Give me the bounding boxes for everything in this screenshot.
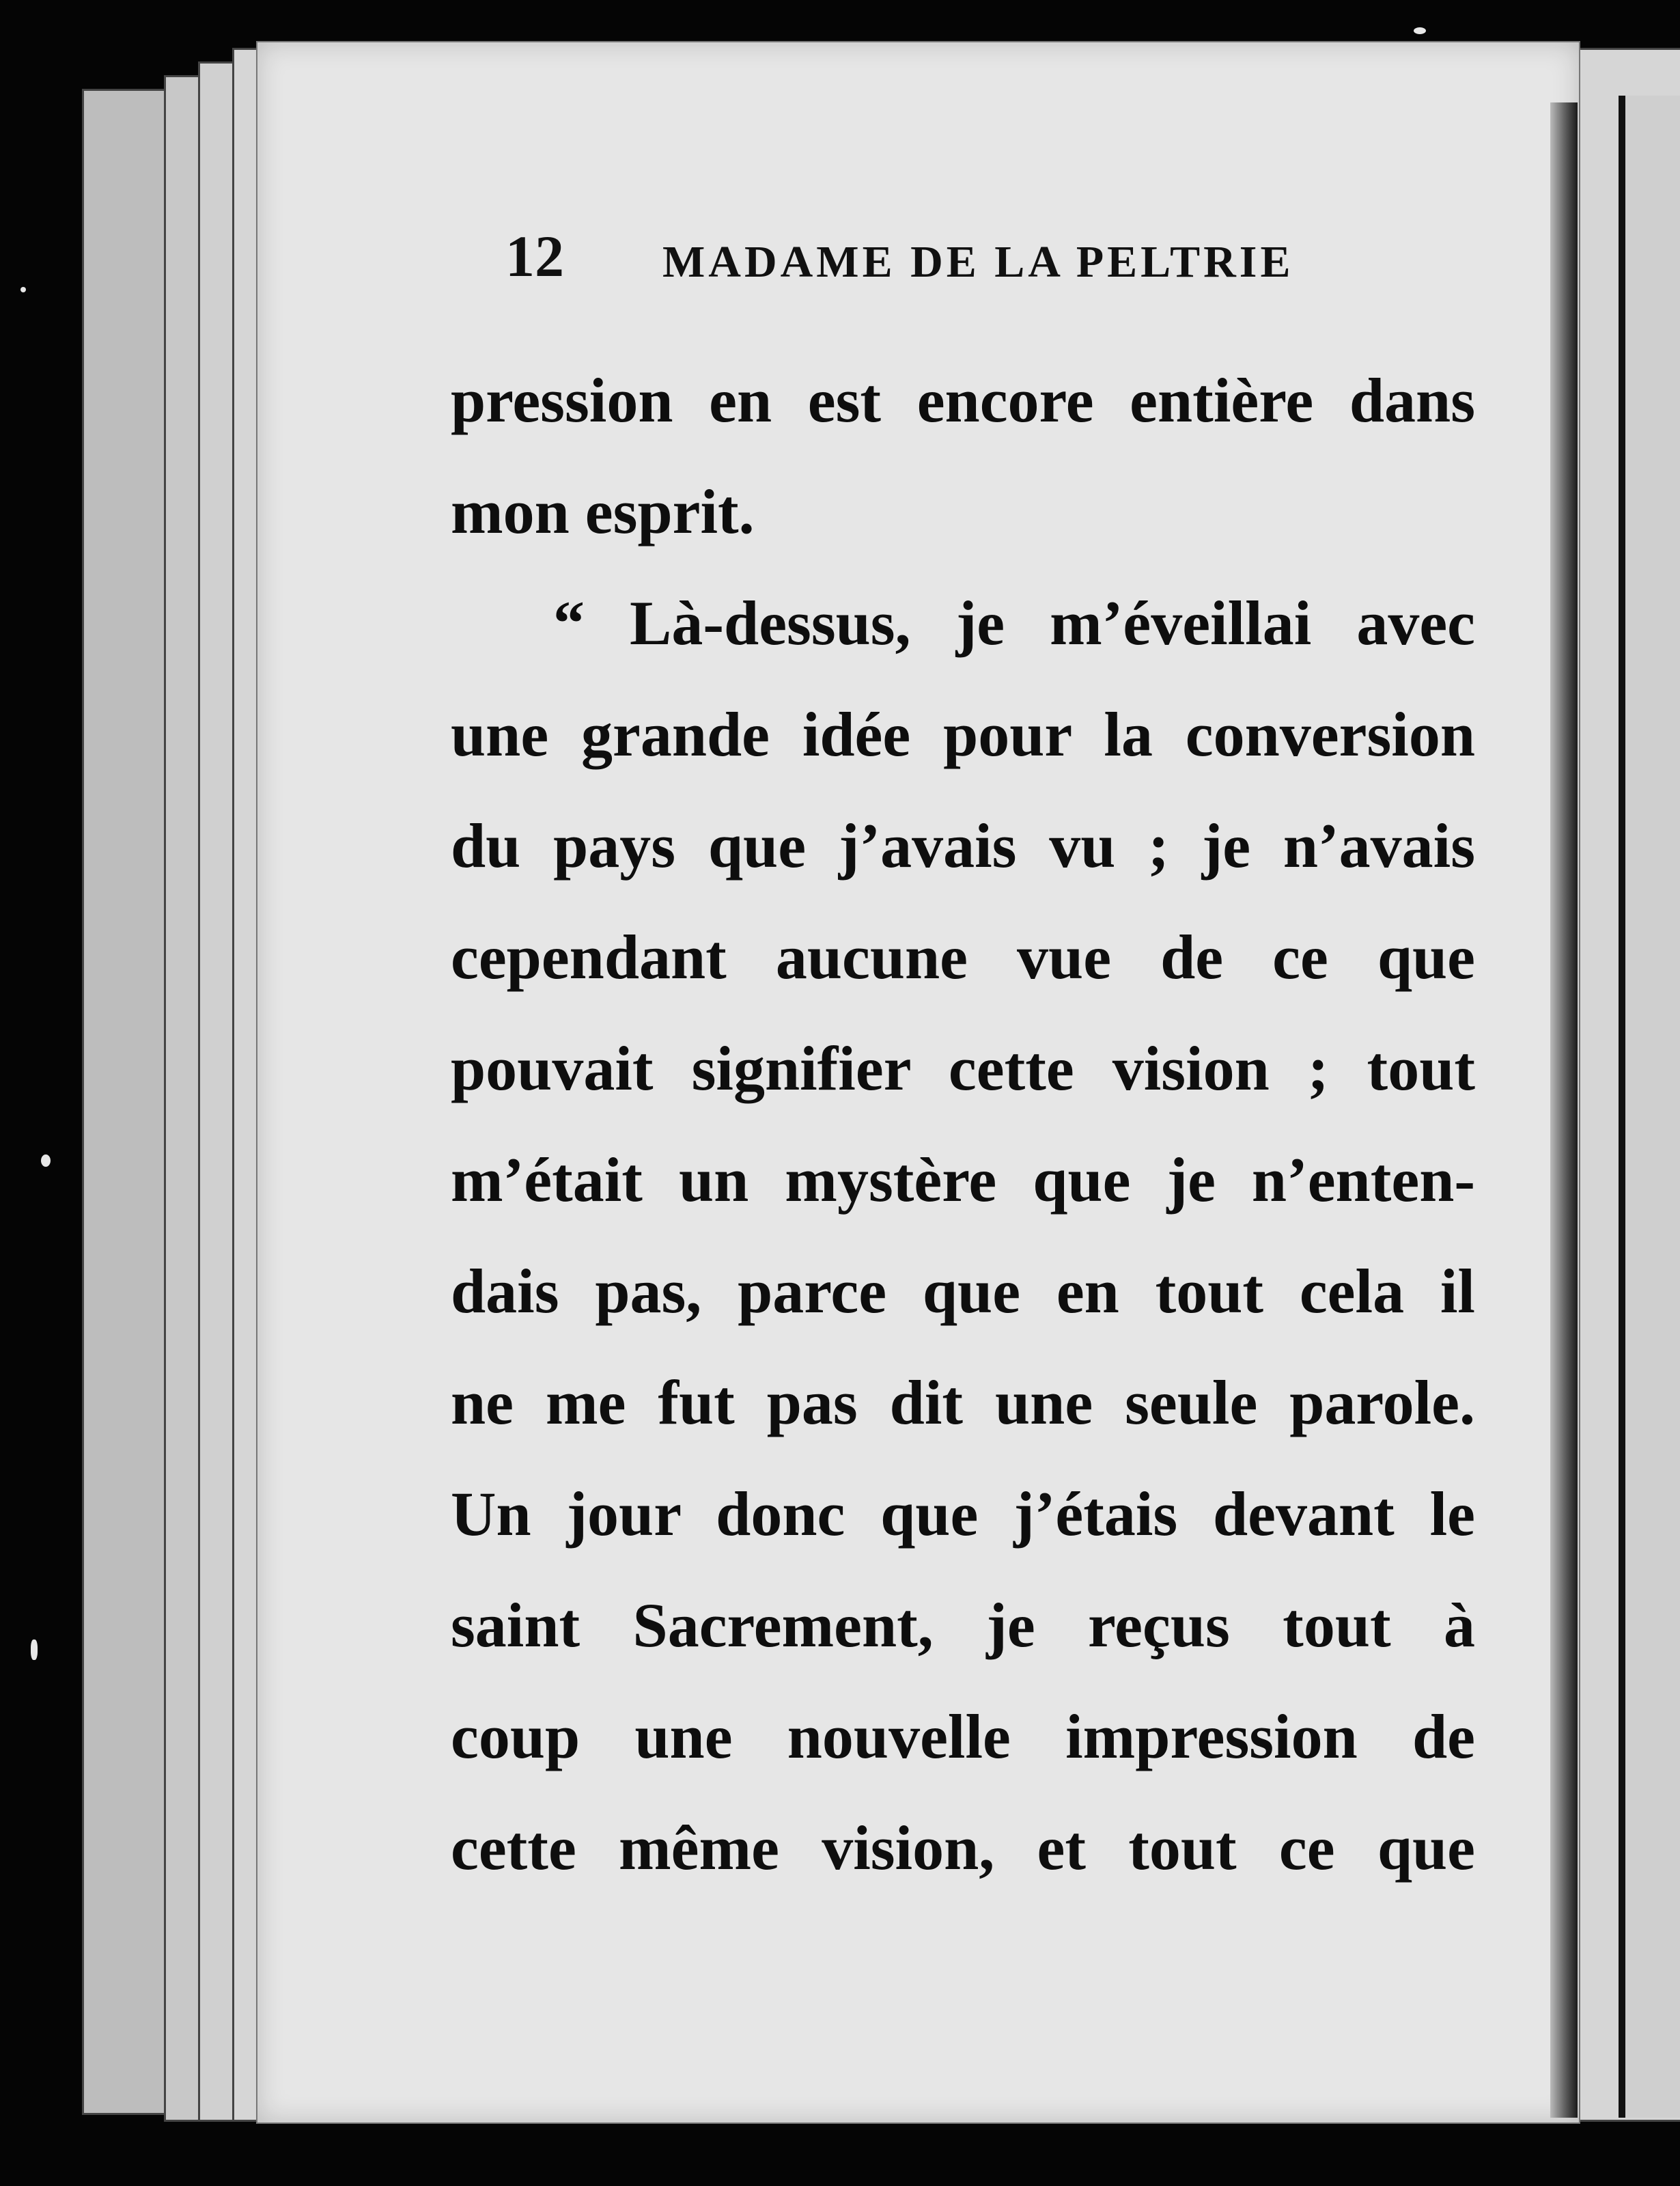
text-line: “ Là-dessus, je m’éveillai avec <box>553 588 1475 658</box>
text-line: saint Sacrement, je reçus tout à <box>451 1590 1475 1660</box>
running-title: MADAME DE LA PELTRIE <box>662 237 1294 287</box>
text-line: du pays que j’avais vu ; je n’avais <box>451 811 1475 881</box>
text-line: m’était un mystère que je n’enten- <box>451 1145 1475 1215</box>
text-line: pression en est encore entière dans <box>451 365 1475 435</box>
text-line: pouvait signifier cette vision ; tout <box>451 1034 1475 1103</box>
page-header <box>505 219 1352 294</box>
scan-speck <box>20 287 26 292</box>
scan-speck <box>31 1640 38 1660</box>
page-gutter-shadow <box>1550 102 1578 2118</box>
scan-speck <box>1414 27 1426 34</box>
text-line: cependant aucune vue de ce que <box>451 922 1475 992</box>
facing-page-edge <box>1619 96 1680 2118</box>
page-number: 12 <box>505 223 564 289</box>
text-line: cette même vision, et tout ce que <box>451 1813 1475 1883</box>
scan-speck <box>41 1154 51 1167</box>
body-text <box>451 345 1475 1904</box>
text-line: mon esprit. <box>451 477 755 546</box>
text-line: coup une nouvelle impression de <box>451 1702 1475 1771</box>
text-line: une grande idée pour la conversion <box>451 700 1475 769</box>
text-line: ne me fut pas dit une seule parole. <box>451 1368 1475 1437</box>
text-line: Un jour donc que j’étais devant le <box>451 1479 1475 1549</box>
text-line: dais pas, parce que en tout cela il <box>451 1256 1475 1326</box>
